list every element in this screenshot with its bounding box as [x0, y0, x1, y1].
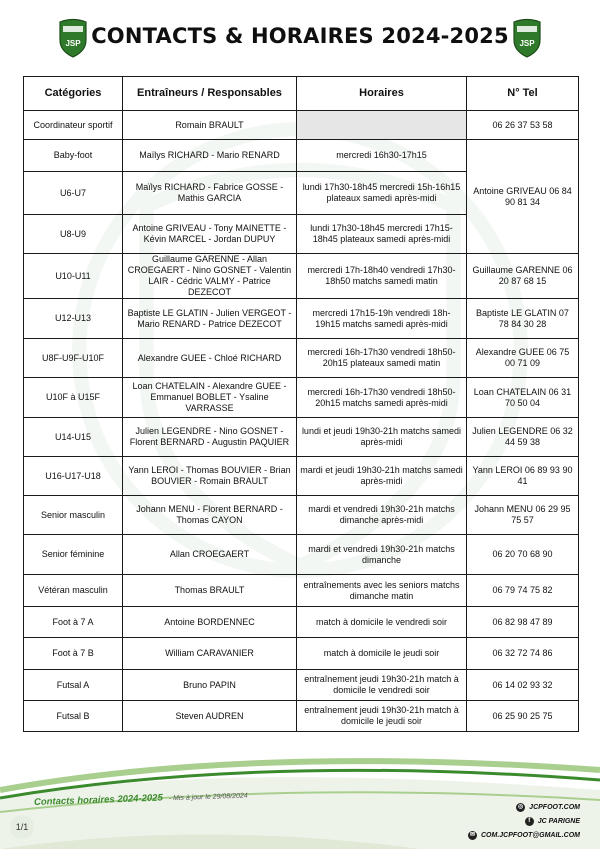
email-line[interactable]	[468, 828, 580, 842]
website-text: JCPFOOT.COM	[529, 803, 580, 811]
facebook-icon: f	[525, 817, 534, 826]
table-row	[24, 670, 579, 701]
category-cell: Senior masculin	[24, 496, 123, 535]
coach-cell: Loan CHATELAIN - Alexandre GUEE - Emmanuel BOBLET - Ysaline VARRASSE	[123, 378, 297, 418]
tel-cell: Julien LEGENDRE 06 32 44 59 38	[467, 418, 579, 457]
hours-cell: mercredi 16h30-17h15	[297, 140, 467, 172]
hours-cell: mardi et vendredi 19h30-21h matchs dimanche après-midi	[297, 496, 467, 535]
page-header	[0, 18, 600, 58]
category-cell: U10-U11	[24, 254, 123, 299]
category-cell: U14-U15	[24, 418, 123, 457]
footer-updated: - Mis à jour le 29/08/2024	[168, 792, 248, 803]
tel-cell: Baptiste LE GLATIN 07 78 84 30 28	[467, 299, 579, 339]
club-logo-right	[512, 18, 542, 58]
table-row	[24, 638, 579, 670]
hours-cell: lundi 17h30-18h45 mercredi 17h15-18h45 plateaux samedi après-midi	[297, 215, 467, 254]
hours-cell: match à domicile le vendredi soir	[297, 607, 467, 638]
table-row	[24, 457, 579, 496]
coach-cell: Romain BRAULT	[123, 111, 297, 140]
coach-cell: Alexandre GUEE - Chloé RICHARD	[123, 339, 297, 378]
facebook-text: JC PARIGNE	[537, 817, 580, 825]
hours-cell: match à domicile le jeudi soir	[297, 638, 467, 670]
hours-cell: mercredi 16h-17h30 vendredi 18h50-20h15 plateaux samedi matin	[297, 339, 467, 378]
hours-cell: mardi et vendredi 19h30-21h matchs dimanche	[297, 535, 467, 575]
tel-cell: Johann MENU 06 29 95 75 57	[467, 496, 579, 535]
hours-cell: entraînement jeudi 19h30-21h match à domicile le jeudi soir	[297, 701, 467, 732]
contacts-table	[23, 76, 579, 732]
footer-contacts	[468, 800, 580, 842]
category-cell: U6-U7	[24, 172, 123, 215]
hours-cell: mardi et jeudi 19h30-21h matchs samedi après-midi	[297, 457, 467, 496]
table-row	[24, 701, 579, 732]
table-row	[24, 111, 579, 140]
table-row	[24, 254, 579, 299]
coach-cell: William CARAVANIER	[123, 638, 297, 670]
header-hours: Horaires	[297, 77, 467, 111]
category-cell: Baby-foot	[24, 140, 123, 172]
hours-cell: entraînement jeudi 19h30-21h match à domicile le vendredi soir	[297, 670, 467, 701]
coach-cell: Julien LEGENDRE - Nino GOSNET - Florent BERNARD - Augustin PAQUIER	[123, 418, 297, 457]
category-cell: U16-U17-U18	[24, 457, 123, 496]
tel-cell: 06 26 37 53 58	[467, 111, 579, 140]
category-cell: U10F à U15F	[24, 378, 123, 418]
hours-cell: mercredi 16h-17h30 vendredi 18h50-20h15 matchs samedi après-midi	[297, 378, 467, 418]
hours-cell: lundi 17h30-18h45 mercredi 15h-16h15 plateaux samedi après-midi	[297, 172, 467, 215]
tel-cell: Guillaume GARENNE 06 20 87 68 15	[467, 254, 579, 299]
tel-cell: Yann LEROI 06 89 93 90 41	[467, 457, 579, 496]
coach-cell: Bruno PAPIN	[123, 670, 297, 701]
coach-cell: Baptiste LE GLATIN - Julien VERGEOT - Mario RENARD - Patrice DEZECOT	[123, 299, 297, 339]
hours-cell: lundi et jeudi 19h30-21h matchs samedi après-midi	[297, 418, 467, 457]
coach-cell: Maïlys RICHARD - Fabrice GOSSE - Mathis GARCIA	[123, 172, 297, 215]
footer-title-text: Contacts horaires 2024-2025	[33, 792, 163, 808]
coach-cell: Maïlys RICHARD - Mario RENARD	[123, 140, 297, 172]
coach-cell: Johann MENU - Florent BERNARD - Thomas CAYON	[123, 496, 297, 535]
category-cell: Vétéran masculin	[24, 575, 123, 607]
coach-cell: Antoine BORDENNEC	[123, 607, 297, 638]
category-cell: Futsal A	[24, 670, 123, 701]
table-row	[24, 535, 579, 575]
tel-cell: Loan CHATELAIN 06 31 70 50 04	[467, 378, 579, 418]
table-row	[24, 140, 579, 172]
tel-cell: 06 20 70 68 90	[467, 535, 579, 575]
category-cell: Coordinateur sportif	[24, 111, 123, 140]
email-text: COM.JCPFOOT@GMAIL.COM	[481, 831, 580, 839]
table-row	[24, 496, 579, 535]
tel-cell: Alexandre GUEE 06 75 00 71 09	[467, 339, 579, 378]
category-cell: Foot à 7 B	[24, 638, 123, 670]
category-cell: Senior féminine	[24, 535, 123, 575]
page-title: CONTACTS & HORAIRES 2024-2025	[91, 24, 509, 48]
hours-cell: mercredi 17h15-19h vendredi 18h-19h15 matchs samedi après-midi	[297, 299, 467, 339]
facebook-line[interactable]	[468, 814, 580, 828]
category-cell: U8F-U9F-U10F	[24, 339, 123, 378]
tel-cell-shared: Antoine GRIVEAU 06 84 90 81 34	[467, 140, 579, 254]
tel-cell: 06 14 02 93 32	[467, 670, 579, 701]
table-row	[24, 339, 579, 378]
table-row	[24, 575, 579, 607]
globe-icon: ◎	[518, 803, 524, 810]
header-categories: Catégories	[24, 77, 123, 111]
table-row	[24, 378, 579, 418]
tel-cell: 06 25 90 25 75	[467, 701, 579, 732]
table-header-row	[24, 77, 579, 111]
category-cell: U12-U13	[24, 299, 123, 339]
hours-cell: mercredi 17h-18h40 vendredi 17h30-18h50 matchs samedi matin	[297, 254, 467, 299]
table-row	[24, 418, 579, 457]
logo-text: JSP	[65, 39, 81, 48]
table-row	[24, 299, 579, 339]
mail-icon: ✉	[469, 831, 476, 838]
category-cell: Foot à 7 A	[24, 607, 123, 638]
hours-cell	[297, 111, 467, 140]
website-line[interactable]	[468, 800, 580, 814]
tel-cell: 06 79 74 75 82	[467, 575, 579, 607]
header-coaches: Entraîneurs / Responsables	[123, 77, 297, 111]
tel-cell: 06 32 72 74 86	[467, 638, 579, 670]
coach-cell: Steven AUDREN	[123, 701, 297, 732]
category-cell: Futsal B	[24, 701, 123, 732]
coach-cell: Antoine GRIVEAU - Tony MAINETTE - Kévin MARCEL - Jordan DUPUY	[123, 215, 297, 254]
coach-cell: Yann LEROI - Thomas BOUVIER - Brian BOUVIER - Romain BRAULT	[123, 457, 297, 496]
coach-cell: Guillaume GARENNE - Allan CROEGAERT - Nino GOSNET - Valentin LAIR - Cédric VALMY - Patrice DEZECOT	[123, 254, 297, 299]
tel-cell: 06 82 98 47 89	[467, 607, 579, 638]
header-tel: N° Tel	[467, 77, 579, 111]
hours-cell: entraînements avec les seniors matchs dimanche matin	[297, 575, 467, 607]
logo-text: JSP	[519, 39, 535, 48]
coach-cell: Allan CROEGAERT	[123, 535, 297, 575]
category-cell: U8-U9	[24, 215, 123, 254]
page-number: 1/1	[10, 815, 34, 839]
table-row	[24, 607, 579, 638]
coach-cell: Thomas BRAULT	[123, 575, 297, 607]
